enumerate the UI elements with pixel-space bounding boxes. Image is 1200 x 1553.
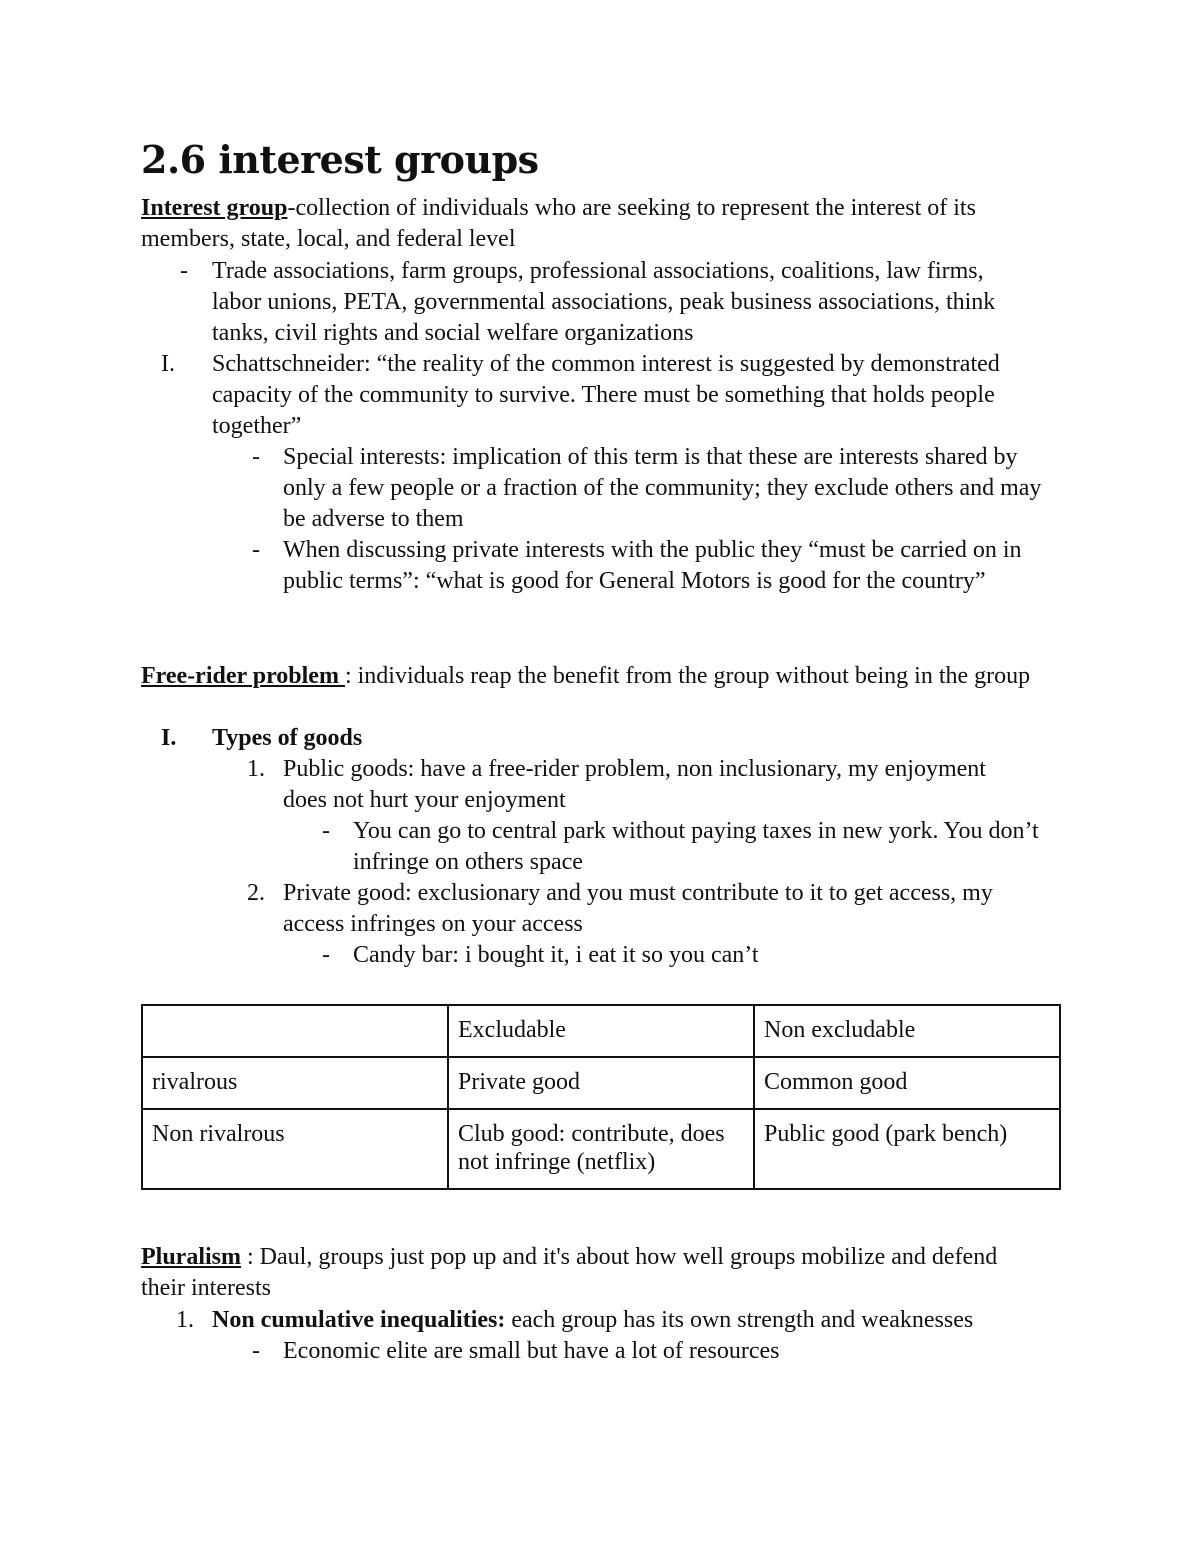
free-rider-definition-text: : individuals reap the benefit from the group without being in the group <box>344 663 1031 689</box>
schattschneider-quote: Schattschneider: “the reality of the common interest is suggested by demonstrated capacity of the community to survive. There must be something that holds people together” <box>212 351 1000 439</box>
economic-elite-note: Economic elite are small but have a lot of resources <box>283 1338 780 1364</box>
non-cumulative-inequalities-item <box>212 1305 1072 1336</box>
table-cell: Private good <box>448 1057 754 1109</box>
page-title: 2.6 interest groups <box>141 137 539 182</box>
bullet-dash: - <box>322 942 330 968</box>
pluralism-definition <box>141 1242 1041 1304</box>
numbered-marker: 1. <box>247 756 265 782</box>
interest-group-examples: Trade associations, farm groups, professional associations, coalitions, law firms, labor unions, PETA, governmental associations, peak business associations, think tanks, civil rights and social welfare organizations <box>212 258 996 346</box>
bullet-dash: - <box>252 1338 260 1364</box>
private-good-item: Private good: exclusionary and you must contribute to it to get access, my access infringes on your access <box>283 880 993 937</box>
public-goods-item: Public goods: have a free-rider problem, non inclusionary, my enjoyment does not hurt your enjoyment <box>283 756 986 813</box>
table-cell: Non rivalrous <box>142 1109 448 1189</box>
non-cumulative-text: each group has its own strength and weaknesses <box>505 1307 974 1333</box>
free-rider-term: Free-rider problem <box>141 663 345 689</box>
table-cell: rivalrous <box>142 1057 448 1109</box>
bullet-dash: - <box>252 444 260 470</box>
table-cell: Excludable <box>448 1005 754 1057</box>
candy-bar-example: Candy bar: i bought it, i eat it so you can’t <box>353 942 759 968</box>
central-park-example: You can go to central park without paying taxes in new york. You don’t infringe on others space <box>353 818 1039 875</box>
bullet-dash: - <box>252 537 260 563</box>
pluralism-term: Pluralism <box>141 1244 241 1270</box>
numbered-marker: 2. <box>247 880 265 906</box>
free-rider-definition <box>141 661 1056 692</box>
table-cell: Public good (park bench) <box>754 1109 1060 1189</box>
numbered-marker: 1. <box>176 1307 194 1333</box>
roman-numeral-marker: I. <box>161 725 177 751</box>
roman-numeral-marker: I. <box>161 351 175 377</box>
bullet-dash: - <box>322 818 330 844</box>
types-of-goods-heading: Types of goods <box>212 725 363 751</box>
pluralism-definition-text: : Daul, groups just pop up and it's about how well groups mobilize and defend their interests <box>141 1244 998 1301</box>
table-row <box>142 1005 1060 1057</box>
table-cell: Non excludable <box>754 1005 1060 1057</box>
bullet-dash: - <box>180 258 188 284</box>
table-cell <box>142 1005 448 1057</box>
table-cell: Club good: contribute, does not infringe (netflix) <box>448 1109 754 1189</box>
table-cell: Common good <box>754 1057 1060 1109</box>
goods-table <box>141 1004 1061 1190</box>
interest-group-term: Interest group <box>141 195 288 221</box>
table-row <box>142 1109 1060 1189</box>
special-interests-note: Special interests: implication of this term is that these are interests shared by only a few people or a fraction of the community; they exclude others and may be adverse to them <box>283 444 1042 532</box>
non-cumulative-label: Non cumulative inequalities: <box>212 1307 506 1333</box>
interest-group-definition-text: -collection of individuals who are seeking to represent the interest of its members, state, local, and federal level <box>141 195 976 252</box>
private-interests-note: When discussing private interests with the public they “must be carried on in public terms”: “what is good for General Motors is good for the country” <box>283 537 1022 594</box>
table-row <box>142 1057 1060 1109</box>
interest-group-definition <box>141 193 1051 255</box>
